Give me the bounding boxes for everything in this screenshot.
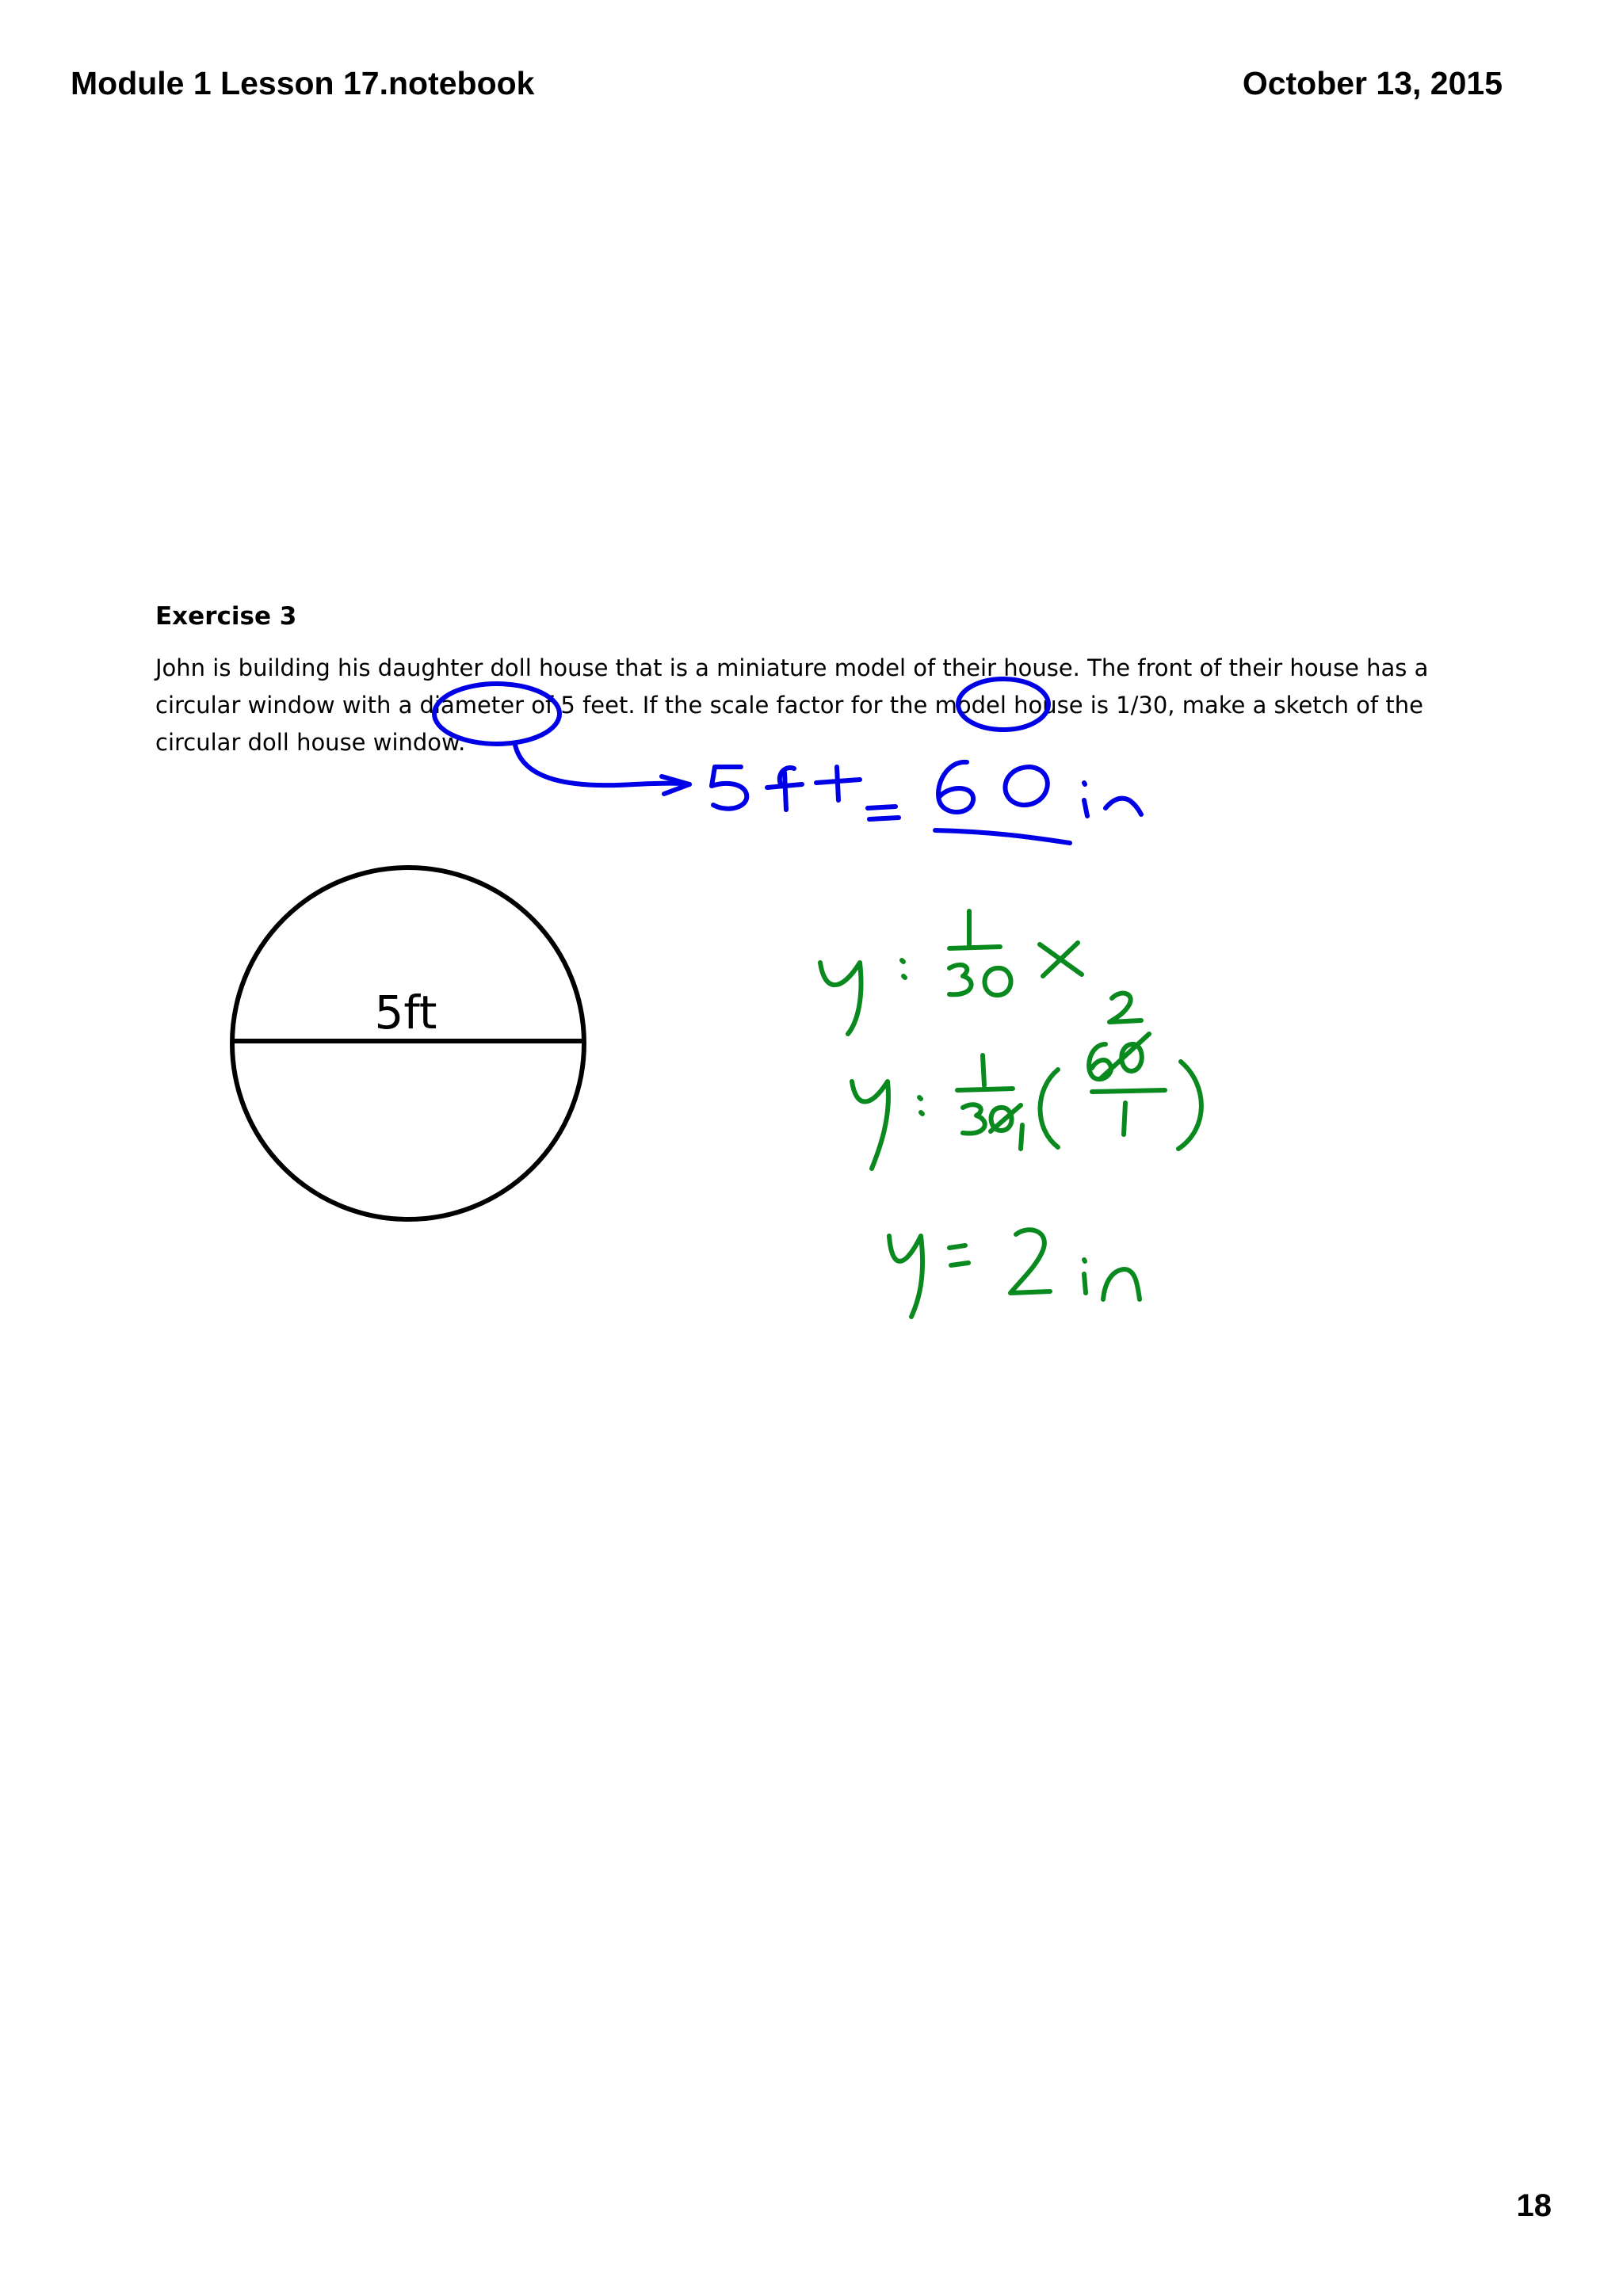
g3-i: [1084, 1260, 1086, 1293]
blue-6: [938, 762, 973, 812]
g1-0: [984, 968, 1010, 995]
g1-frac-bar: [949, 947, 1000, 948]
circle-scale-factor: [958, 679, 1048, 730]
g2-equals: [919, 1097, 922, 1114]
g1-equals: [902, 960, 905, 978]
blue-0: [1005, 767, 1047, 805]
g2-0-struck: [991, 1105, 1021, 1131]
g3-2: [1010, 1230, 1050, 1293]
g3-y: [889, 1236, 922, 1317]
g2-frac-bar: [957, 1089, 1013, 1090]
g2-paren-left: [1041, 1070, 1059, 1147]
g2-superscript-2: [1109, 994, 1141, 1022]
blue-f: [767, 768, 802, 810]
blue-annotations: [434, 679, 1141, 872]
g2-0b-struck: [1100, 1034, 1149, 1079]
page-number: 18: [1516, 2188, 1552, 2223]
blue-5: [712, 767, 747, 809]
blue-equals: [868, 807, 899, 819]
g1-x: [1040, 943, 1082, 976]
g2-paren-right: [1178, 1062, 1201, 1149]
blue-i: [1084, 783, 1087, 816]
circle-5-feet: [434, 684, 559, 744]
g2-subscript-1: [1021, 1125, 1022, 1149]
g1-y: [820, 963, 861, 1034]
g3-equals: [949, 1245, 968, 1265]
exercise-text: John is building his daughter doll house that is a miniature model of their house. The front of their house has a circular window with a diameter of 5 feet. If the scale factor for the model house is 1/30, make a sketch of the circular doll house window.: [155, 654, 1429, 756]
diameter-label: 5ft: [374, 986, 437, 1039]
blue-underline: [935, 830, 1070, 843]
green-work: [820, 911, 1201, 1317]
blue-n: [1106, 799, 1141, 814]
g2-3: [963, 1104, 985, 1133]
g2-y: [852, 1081, 888, 1169]
g2-frac-bar-2: [1092, 1090, 1165, 1092]
exercise-heading: Exercise 3: [155, 602, 297, 631]
g1-3: [949, 965, 972, 994]
document-title: Module 1 Lesson 17.notebook: [71, 65, 535, 101]
g2-denom-1: [1124, 1103, 1125, 1135]
g2-num-1: [983, 1055, 984, 1085]
g3-n: [1103, 1269, 1140, 1299]
circle-diagram: [232, 868, 584, 1219]
document-date: October 13, 2015: [1242, 65, 1503, 101]
blue-t: [816, 767, 860, 800]
